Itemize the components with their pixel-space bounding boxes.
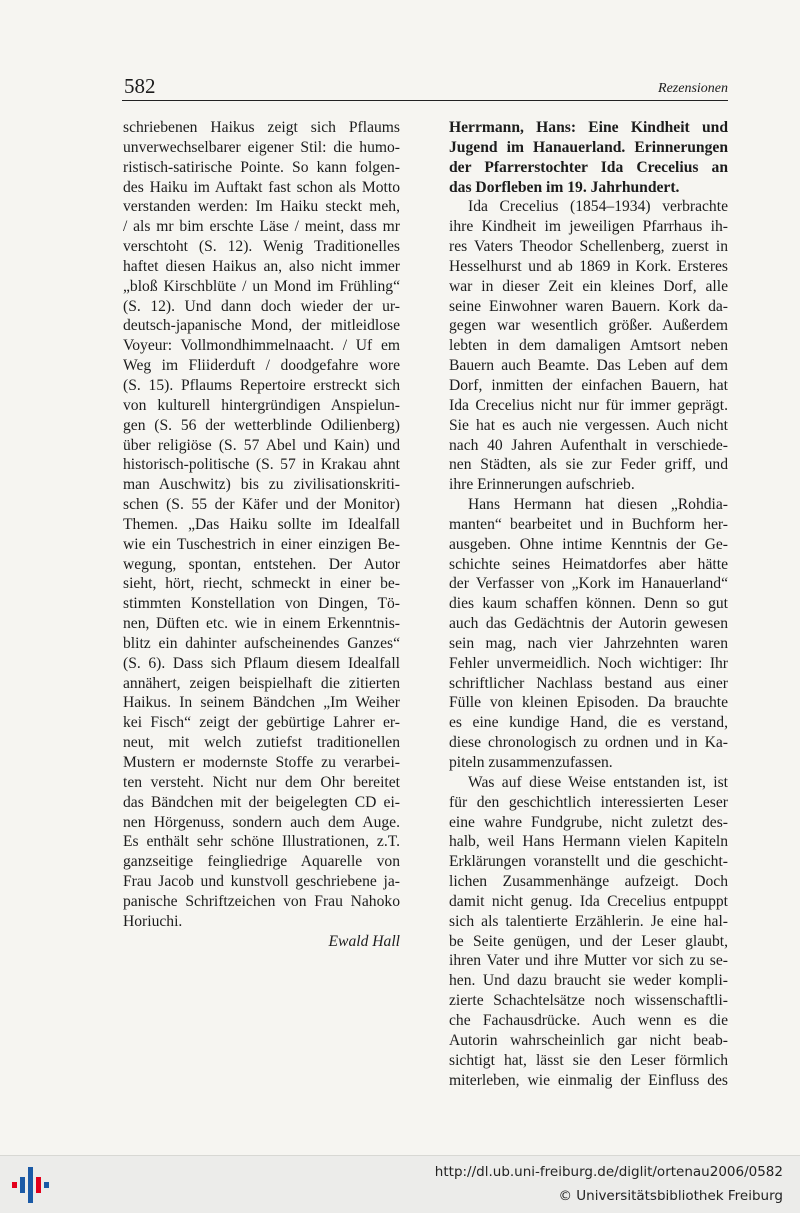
text-line: manten“ bearbeitet und in Buchform her-	[449, 515, 728, 533]
text-line: der Verfasser von „Kork im Hanauerland“	[449, 575, 728, 593]
text-line: verstanden werden: Im Haiku steckt meh,	[123, 198, 400, 216]
text-line: eine wahre Fundgrube, nicht zuletzt des-	[449, 813, 728, 831]
text-line: war in dieser Zeit ein kleines Dorf, alle	[449, 277, 728, 295]
text-line: über religiöse (S. 57 Abel und Kain) und	[123, 436, 400, 454]
text-line: sein mag, nach vier Jahrzehnten waren	[449, 634, 728, 652]
text-line: gen (S. 56 der wetterblinde Odilienberg)	[123, 416, 400, 434]
text-line: / als mr bim erschte Läse / meint, dass mr	[123, 218, 400, 236]
text-line: Horiuchi.	[123, 912, 183, 930]
text-line: ihre Kindheit im jeweiligen Pfarrhaus ih-	[449, 218, 728, 236]
text-line: sieht, hört, riecht, schmeckt in einer be-	[123, 575, 400, 593]
right-column	[449, 118, 728, 1090]
text-line: sich als talentierte Erzählerin. Je eine hal-	[449, 912, 728, 930]
text-line: schriebenen Haikus zeigt sich Pflaums	[123, 119, 400, 136]
text-line: haftet diesen Haikus an, also nicht immer	[123, 257, 400, 275]
text-line: (S. 15). Pflaums Repertoire erstreckt sich	[123, 376, 400, 394]
text-line: Hesselhurst und ab 1869 in Kork. Ersteres	[449, 257, 728, 275]
text-line: „bloß Kirschblüte / un Mond im Frühling“	[123, 277, 400, 295]
page-number: 582	[124, 74, 156, 98]
text-line: lebten in dem damaligen Amtsort neben	[449, 337, 728, 355]
text-line: res Vaters Theodor Schellenberg, zuerst in	[449, 238, 728, 256]
text-line: Ida Crecelius (1854–1934) verbrachte	[468, 198, 728, 216]
text-line: es eine kundige Hand, die es verstand,	[449, 714, 728, 732]
text-line: lichen Zusammenhänge aufzeigt. Doch	[449, 873, 728, 891]
text-line: seine Einwohner waren Bauern. Kork da-	[449, 297, 728, 315]
text-line: Bauern auch Beamte. Das Leben auf dem	[449, 357, 728, 375]
text-line: schriftlicher Nachlass bestand aus einer	[449, 674, 728, 692]
text-line: Frau Jacob und kunstvoll geschriebene ja-	[123, 873, 400, 891]
text-line: des Haiku im Auftakt fast schon als Motto	[123, 178, 400, 196]
text-line: nach 40 Jahren Aufenthalt in verschiede-	[449, 436, 728, 454]
text-line: für den geschichtlich interessierten Leser	[449, 793, 728, 811]
text-line: Fehler unvermeidlich. Noch wichtiger: Ihr	[449, 654, 728, 672]
text-line: verschtoht (S. 12). Wenig Traditionelles	[123, 238, 400, 256]
text-line: Fülle von kleinen Episoden. Da brauchte	[449, 694, 728, 712]
text-line: nen Hörgenuss, sondern auch dem Auge.	[123, 813, 400, 831]
text-line: ten versteht. Nicht nur dem Ohr bereitet	[123, 773, 400, 791]
left-column	[123, 118, 400, 951]
text-line: nen Städten, als sie zur Feder griff, und	[449, 456, 728, 474]
text-line: blitz ein dahinter aufscheinendes Ganzes“	[123, 634, 400, 652]
text-line: unverwechselbarer eigener Stil: die humo-	[123, 138, 400, 156]
text-line: Ida Crecelius nicht nur für immer geprägt.	[449, 396, 728, 414]
text-line: Themen. „Das Haiku sollte im Idealfall	[123, 515, 400, 533]
running-head: Rezensionen	[658, 81, 728, 96]
text-line: historisch-politische (S. 57 in Krakau ahnt	[123, 456, 400, 474]
text-line: zierte Schachtelsätze noch wissenschaftli-	[449, 992, 728, 1010]
text-line: hen. Und dazu braucht sie weder kompli-	[449, 972, 728, 990]
author-signature: Ewald Hall	[328, 932, 400, 950]
review-title-line: Jugend im Hanauerland. Erinnerungen	[449, 138, 728, 156]
text-line: Sie hat es auch nie vergessen. Auch nicht	[449, 416, 728, 434]
copyright-notice: © Universitätsbibliothek Freiburg	[558, 1188, 783, 1204]
text-line: be Seite genügen, und der Leser glaubt,	[449, 932, 728, 950]
text-line: panische Schriftzeichen von Frau Nahoko	[123, 892, 400, 910]
page-header	[122, 74, 728, 101]
text-line: ihren Vater und ihre Mutter vor sich zu se-	[449, 952, 728, 970]
text-line: schichte seines Heimatdorfes aber hätte	[449, 555, 728, 573]
text-line: halb, weil Hans Hermann vielen Kapiteln	[449, 833, 728, 851]
text-line: auch das Gedächtnis der Autorin gewesen	[449, 615, 728, 633]
text-line: kei Fisch“ zeigt der gebürtige Lahrer er-	[123, 714, 400, 732]
text-line: (S. 6). Dass sich Pflaum diesem Idealfall	[123, 654, 400, 672]
text-line: annähert, zeigen beispielhaft die zitierten	[123, 674, 400, 692]
text-line: dies kaum schaffen können. Denn so gut	[449, 595, 728, 613]
text-line: neut, mit welch zutiefst traditionellen	[123, 734, 400, 752]
text-line: man Auschwitz) bis zu zivilisationskriti-	[123, 476, 400, 494]
text-line: stimmten Konstellation von Dingen, Tö-	[123, 595, 400, 613]
text-line: Erklärungen voranstellt und die geschicht-	[449, 853, 728, 871]
text-line: gegen war wesentlich größer. Außerdem	[449, 317, 728, 335]
text-line: Voyeur: Vollmondhimmelnaacht. / Uf em	[123, 337, 400, 355]
review-title-line: Herrmann, Hans: Eine Kindheit und	[449, 119, 728, 136]
footer-bar	[0, 1155, 800, 1213]
text-line: sichtigt hat, lässt sie den Leser förmlich	[449, 1051, 728, 1069]
text-line: Was auf diese Weise entstanden ist, ist	[468, 773, 728, 791]
text-line: diese chronologisch zu ordnen und in Ka-	[449, 734, 728, 752]
text-line: wie ein Tuschestrich in einer einzigen Be-	[123, 535, 400, 553]
text-line: schen (S. 55 der Käfer und der Monitor)	[123, 496, 400, 514]
text-line: piteln zusammenzufassen.	[449, 754, 613, 771]
text-line: Es enthält sehr schöne Illustrationen, z.T.	[123, 833, 400, 851]
ub-freiburg-logo-icon	[10, 1165, 50, 1205]
text-line: che Fachausdrücke. Auch wenn es die	[449, 1011, 728, 1029]
text-line: ausgeben. Ohne intime Kenntnis der Ge-	[449, 535, 728, 553]
review-title-line: das Dorfleben im 19. Jahrhundert.	[449, 178, 680, 196]
text-line: ristisch-satirische Pointe. So kann folgen-	[123, 158, 400, 176]
document-url-link[interactable]: http://dl.ub.uni-freiburg.de/diglit/ortenau2006/0582	[434, 1164, 783, 1180]
text-line: ihre Erinnerungen aufschrieb.	[449, 476, 635, 494]
text-line: deutsch-japanische Mond, der mitleidlose	[123, 317, 400, 335]
text-line: Dorf, inmitten der einfachen Bauern, hat	[449, 376, 728, 394]
text-line: Weg im Fliiderduft / doodgefahre wore	[123, 357, 400, 375]
text-line: (S. 12). Und dann doch wieder der ur-	[123, 297, 400, 315]
text-line: wegung, spontan, entstehen. Der Autor	[123, 555, 400, 573]
text-line: damit nicht genug. Ida Crecelius entpuppt	[449, 892, 728, 910]
text-line: Autorin wahrscheinlich gar nicht beab-	[449, 1031, 728, 1049]
text-line: das Bändchen mit der beigelegten CD ei-	[123, 793, 400, 811]
text-line: von kulturell hintergründigen Anspielun-	[123, 396, 400, 414]
text-line: Hans Hermann hat diesen „Rohdia-	[468, 496, 728, 514]
text-line: ganzseitige feingliedrige Aquarelle von	[123, 853, 400, 871]
text-line: Haikus. In seinem Bändchen „Im Weiher	[123, 694, 400, 712]
review-title-line: der Pfarrerstochter Ida Crecelius an	[449, 158, 728, 176]
text-line: nen, Düften etc. wie in einem Erkenntnis-	[123, 615, 400, 633]
text-line: Mustern er modernste Stoffe zu verarbei-	[123, 754, 400, 771]
text-line: miterleben, wie einmalig der Einfluss des	[449, 1071, 728, 1089]
